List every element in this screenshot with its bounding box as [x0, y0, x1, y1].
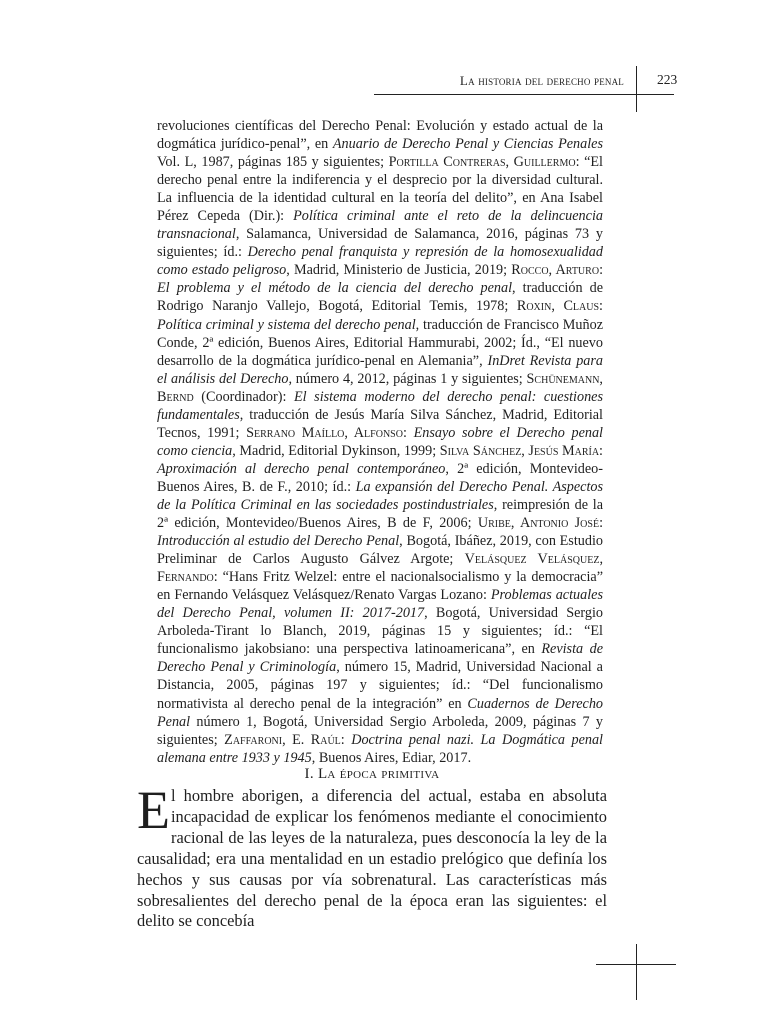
citation-text: :: [599, 515, 604, 532]
citation-text: , Madrid, Ministerio de Justicia, 2019;: [286, 262, 512, 279]
work-title: Ensayo sobre el Derecho penal como ciencia: [157, 424, 604, 459]
citation-text: , número 15, Madrid, Universidad Nacional a Distancia, 2005, páginas 197 y siguientes; íd.: “Del funcionalismo normativista al derecho penal de la integración” en: [157, 659, 603, 712]
author-name: Silva Sánchez, Jesús María: [439, 442, 600, 459]
citation-text: :: [340, 731, 352, 748]
citation-text: , Bogotá, Universidad Sergio Arboleda-Tirant lo Blanch, 2019, páginas 15 y siguientes; íd.: “El funcionalismo jakobsiano: una perspectiva latinoamericana”, en: [157, 605, 603, 658]
work-title: Revista de Derecho Penal y Criminología: [157, 641, 603, 676]
citation-text: , Buenos Aires, Ediar, 2017.: [311, 749, 472, 766]
citation-text: :: [599, 262, 604, 279]
citation-text: número 1, Bogotá, Universidad Sergio Arboleda, 2009, páginas 7 y siguientes;: [157, 713, 603, 748]
bibliography-footnote: [157, 117, 603, 767]
citation-text: revoluciones científicas del Derecho Penal: Evolución y estado actual de la dogmática jurídico-penal”, en: [157, 118, 603, 153]
work-title: Política criminal ante el reto de la delincuencia transnacional: [157, 208, 603, 243]
work-title: Derecho penal franquista y represión de la homosexualidad como estado peligroso: [157, 244, 603, 279]
work-title: Aproximación al derecho penal contemporáneo: [157, 460, 446, 477]
citation-text: , Salamanca, Universidad de Salamanca, 2016, páginas 73 y siguientes; íd.:: [157, 226, 603, 261]
work-title: Doctrina penal nazi. La Dogmática penal alemana entre 1933 y 1945: [157, 731, 604, 766]
work-title: El sistema moderno del derecho penal: cuestiones fundamentales: [157, 388, 603, 423]
work-title: Introducción al estudio del Derecho Penal: [157, 533, 400, 550]
author-name: Portilla Contreras, Guillermo: [388, 154, 576, 171]
work-title: La expansión del Derecho Penal. Aspectos de la Política Criminal en las sociedades postindustriales: [157, 478, 603, 513]
work-title: InDret Revista para el análisis del Derecho: [157, 352, 603, 387]
author-name: Serrano Maíllo, Alfonso: [246, 424, 403, 441]
citation-text: , traducción de Francisco Muñoz Conde, 2ª edición, Buenos Aires, Editorial Hammurabi, 2002; Íd., “El nuevo desarrollo de la dogmática jurídico-penal en Alemania”,: [157, 316, 603, 369]
citation-text: , Bogotá, Ibáñez, 2019, con Estudio Preliminar de Carlos Augusto Gálvez Argote;: [157, 533, 603, 568]
citation-text: :: [402, 424, 414, 441]
citation-text: (Coordinador):: [193, 388, 294, 405]
citation-text: , 2ª edición, Montevideo-Buenos Aires, B. de F., 2010; íd.:: [157, 460, 603, 495]
citation-text: : “El derecho penal entre la indiferencia y el desprecio por la diversidad cultural. La influencia de la identidad cultural en la teoría del delito”, en Ana Isabel Pérez Cepeda (Dir.):: [157, 154, 603, 225]
drop-cap: E: [137, 780, 170, 840]
author-name: Uribe, Antonio José: [477, 515, 600, 532]
citation-text: , reimpresión de la 2ª edición, Montevideo/Buenos Aires, B de F, 2006;: [157, 496, 603, 532]
page-number: 223: [657, 72, 678, 87]
author-name: Rocco, Arturo: [511, 262, 600, 279]
author-name: Roxin, Claus: [516, 298, 600, 315]
citation-text: : “Hans Fritz Welzel: entre el nacionalsocialismo y la democracia” en Fernando Velásquez Velásquez/Renato Vargas Lozano:: [157, 569, 603, 604]
work-title: Cuadernos de Derecho Penal: [157, 695, 604, 730]
citation-text: , traducción de Jesús María Silva Sánchez, Madrid, Editorial Tecnos, 1991;: [157, 406, 603, 441]
body-paragraph: [137, 780, 607, 932]
work-title: Problemas actuales del Derecho Penal, volumen II: 2017-2017: [157, 587, 603, 622]
author-name: Velásquez Velásquez, Fernando: [157, 551, 603, 586]
section-heading: I. La época primitiva: [304, 766, 440, 782]
citation-text: , traducción de Rodrigo Naranjo Vallejo, Bogotá, Editorial Temis, 1978;: [157, 280, 604, 315]
header-rule: [374, 94, 674, 95]
citation-text: Vol. L, 1987, páginas 185 y siguientes;: [157, 154, 389, 171]
citation-text: :: [599, 298, 603, 315]
citation-text: :: [599, 442, 603, 459]
work-title: Política criminal y sistema del derecho penal: [157, 316, 416, 333]
crop-mark-top: [636, 66, 637, 112]
citation-text: , número 4, 2012, páginas 1 y siguientes;: [288, 370, 527, 387]
author-name: Zaffaroni, E. Raúl: [224, 731, 341, 748]
work-title: El problema y el método de la ciencia del derecho penal: [157, 280, 513, 297]
paragraph-text: l hombre aborigen, a diferencia del actual, estaba en absoluta incapacidad de explicar los fenómenos mediante el conocimiento racional de las leyes de la naturaleza, pues desconocía la ley de la causalidad; era una mentalidad en un estadio prelógico que definía los hechos y sus causas por vía sobrenatural. Las características más sobresalientes del derecho penal de la época eran las siguientes: el delito se concebía: [137, 786, 607, 931]
crop-mark-bottom: [636, 944, 637, 1000]
running-header-title: La historia del derecho penal: [459, 73, 624, 88]
author-name: Schünemann, Bernd: [157, 370, 603, 405]
citation-text: , Madrid, Editorial Dykinson, 1999;: [232, 442, 440, 459]
work-title: Anuario de Derecho Penal y Ciencias Penales: [332, 136, 604, 153]
